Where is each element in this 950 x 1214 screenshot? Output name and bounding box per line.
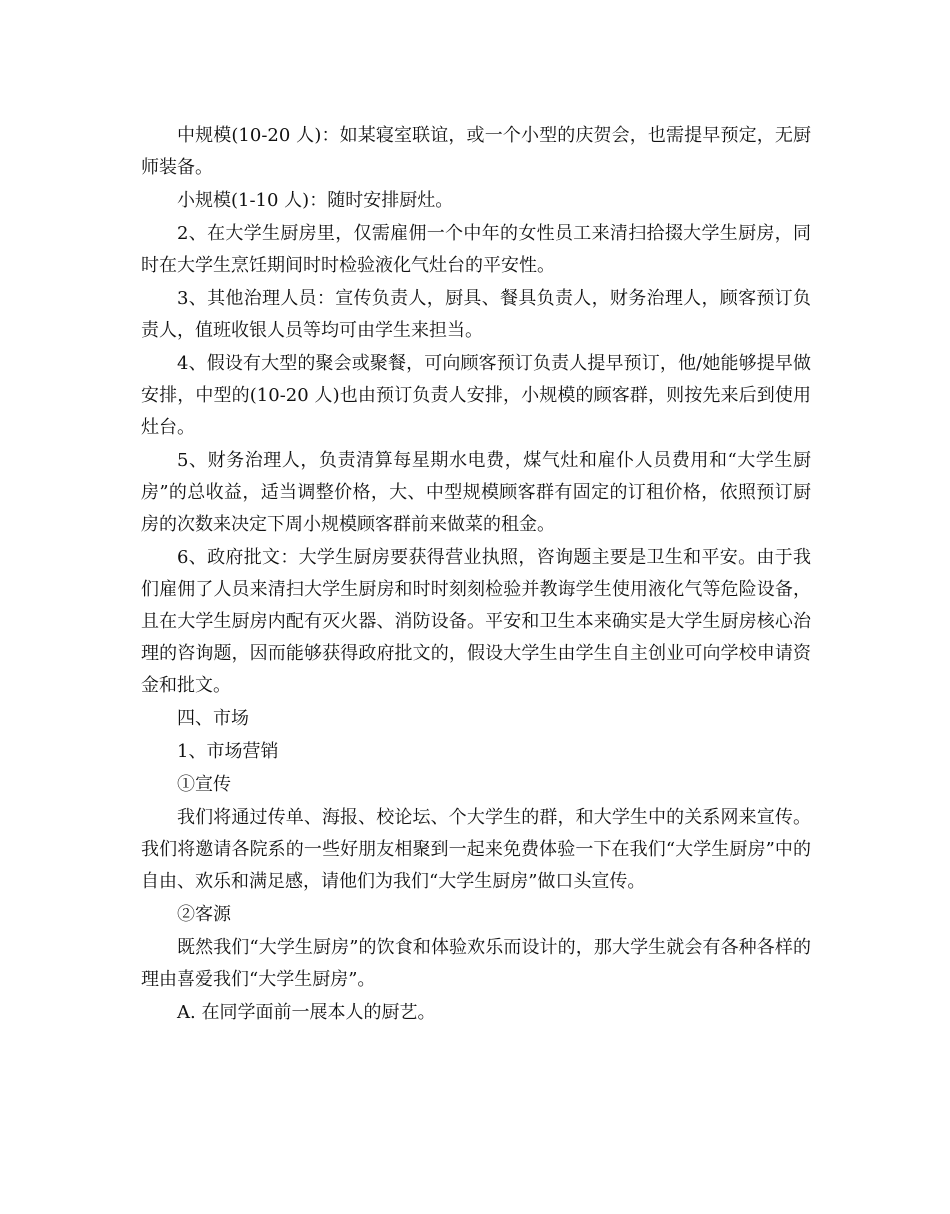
list-item-a: A. 在同学面前一展本人的厨艺。 [177,1002,436,1023]
paragraph-item-6: 6、政府批文：大学生厨房要获得营业执照，咨询题主要是卫生和平安。由于我们雇佣了人员来清扫大学生厨房和时时刻刻检验并教诲学生使用液化气等危险设备，且在大学生厨房内配有灭火器、消防设备。平安和卫生本来确实是大学生厨房核心治理的咨询题，因而能够获得政府批文的，假设大学生由学生自主创业可向学校申请资金和批文。 [141,547,811,696]
paragraph-item-5: 5、财务治理人，负责清算每星期水电费，煤气灶和雇仆人员费用和“大学生厨房”的总收益，适当调整价格，大、中型规模顾客群有固定的订租价格，依照预订厨房的次数来决定下周小规模顾客群前来做菜的租金。 [141,450,811,535]
document-body [141,120,811,1030]
subheading-marketing: 1、市场营销 [177,741,279,762]
paragraph-item-2: 2、在大学生厨房里，仅需雇佣一个中年的女性员工来清扫拾掇大学生厨房，同时在大学生烹饪期间时时检验液化气灶台的平安性。 [141,223,811,276]
subheading-promotion: ①宣传 [177,774,231,795]
paragraph-item-3: 3、其他治理人员：宣传负责人，厨具、餐具负责人，财务治理人，顾客预订负责人，值班收银人员等均可由学生来担当。 [141,288,811,341]
paragraph-medium-scale: 中规模(10-20 人)：如某寝室联谊，或一个小型的庆贺会，也需提早预定，无厨师装备。 [141,125,811,178]
subheading-customers: ②客源 [177,904,231,925]
paragraph-small-scale: 小规模(1-10 人)：随时安排厨灶。 [177,190,454,211]
paragraph-promotion: 我们将通过传单、海报、校论坛、个大学生的群，和大学生中的关系网来宣传。我们将邀请各院系的一些好朋友相聚到一起来免费体验一下在我们“大学生厨房”中的自由、欢乐和满足感，请他们为我们“大学生厨房”做口头宣传。 [141,807,811,892]
paragraph-item-4: 4、假设有大型的聚会或聚餐，可向顾客预订负责人提早预订，他/她能够提早做安排，中型的(10-20 人)也由预订负责人安排，小规模的顾客群，则按先来后到使用灶台。 [141,353,811,438]
section-heading-market: 四、市场 [177,708,249,729]
paragraph-customers: 既然我们“大学生厨房”的饮食和体验欢乐而设计的，那大学生就会有各种各样的理由喜爱我们“大学生厨房”。 [141,937,811,990]
